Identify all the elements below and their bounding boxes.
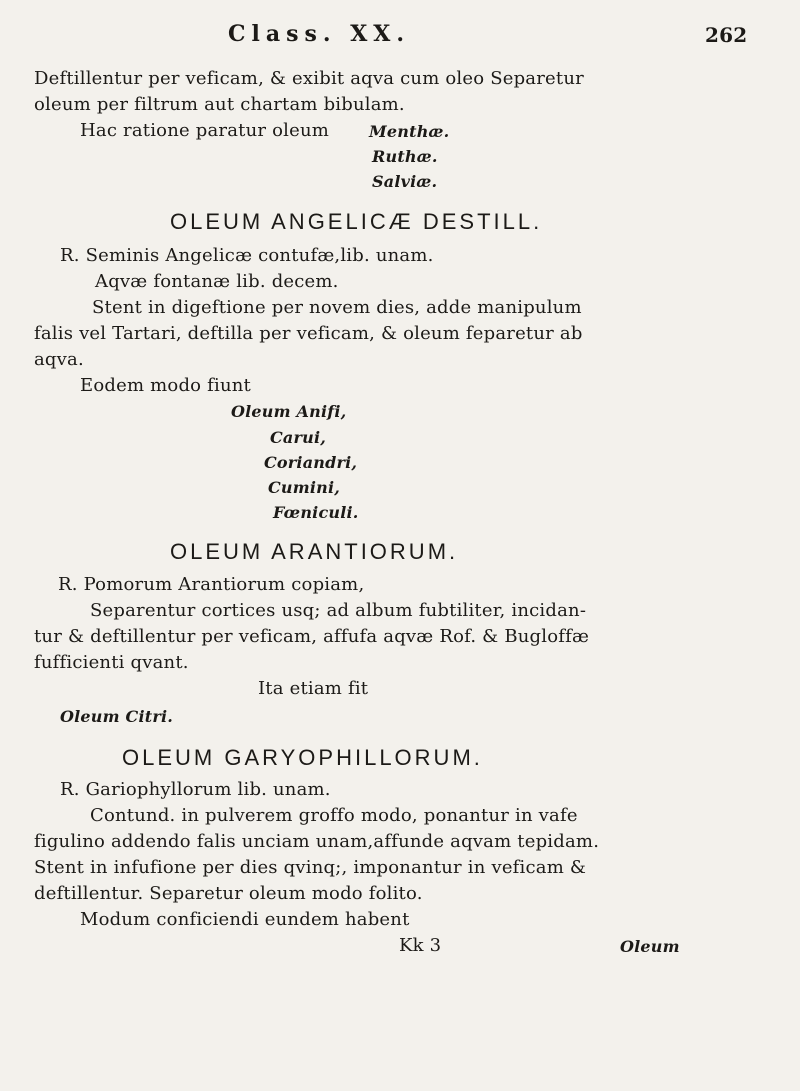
text-line: Contund. in pulverem groffo modo, ponantur in vafe xyxy=(90,805,578,826)
list-item: Oleum Citri. xyxy=(60,707,174,726)
text-line: deftillentur. Separetur oleum modo folito. xyxy=(34,883,423,904)
text-line: tur & deftillentur per veficam, affufa aqvæ Rof. & Bugloffæ xyxy=(34,626,590,647)
text-line: Aqvæ fontanæ lib. decem. xyxy=(95,271,339,292)
list-item: Carui, xyxy=(270,428,327,447)
list-item: Fœniculi. xyxy=(273,503,359,522)
text-line: R. Gariophyllorum lib. unam. xyxy=(60,779,331,800)
list-item: Oleum Anifi, xyxy=(231,402,347,421)
text-line: oleum per filtrum aut chartam bibulam. xyxy=(34,94,405,115)
text-line: Separentur cortices usq; ad album fubtiliter, incidan- xyxy=(90,600,587,621)
list-item: Menthæ. xyxy=(369,122,450,141)
text-line: Eodem modo fiunt xyxy=(80,375,251,396)
signature-mark: Kk 3 xyxy=(399,935,442,956)
text-line: Ita etiam fit xyxy=(258,678,369,699)
running-head: Class. XX. xyxy=(228,21,411,47)
text-line: figulino addendo falis unciam unam,affunde aqvam tepidam. xyxy=(34,831,600,852)
text-line: Stent in infufione per dies qvinq;, imponantur in veficam & xyxy=(34,857,587,878)
text-line: Stent in digeftione per novem dies, adde manipulum xyxy=(92,297,582,318)
section-heading: OLEUM ARANTIORUM. xyxy=(170,539,459,564)
list-item: Cumini, xyxy=(268,478,341,497)
page-number: 262 xyxy=(705,23,748,47)
text-line: Deftillentur per veficam, & exibit aqva cum oleo Separetur xyxy=(34,68,584,89)
text-line: Hac ratione paratur oleum xyxy=(80,120,330,141)
section-heading: OLEUM ANGELICÆ DESTILL. xyxy=(170,209,543,234)
text-line: fufficienti qvant. xyxy=(34,652,189,673)
list-item: Coriandri, xyxy=(264,453,358,472)
text-line: R. Pomorum Arantiorum copiam, xyxy=(58,574,365,595)
text-line: aqva. xyxy=(34,349,84,370)
list-item: Ruthæ. xyxy=(372,147,438,166)
text-line: R. Seminis Angelicæ contufæ,lib. unam. xyxy=(60,245,434,266)
catchword: Oleum xyxy=(620,937,680,956)
text-line: falis vel Tartari, deftilla per veficam, & oleum feparetur ab xyxy=(34,323,583,344)
list-item: Salviæ. xyxy=(372,172,438,191)
text-line: Modum conficiendi eundem habent xyxy=(80,909,410,930)
section-heading: OLEUM GARYOPHILLORUM. xyxy=(122,745,483,770)
